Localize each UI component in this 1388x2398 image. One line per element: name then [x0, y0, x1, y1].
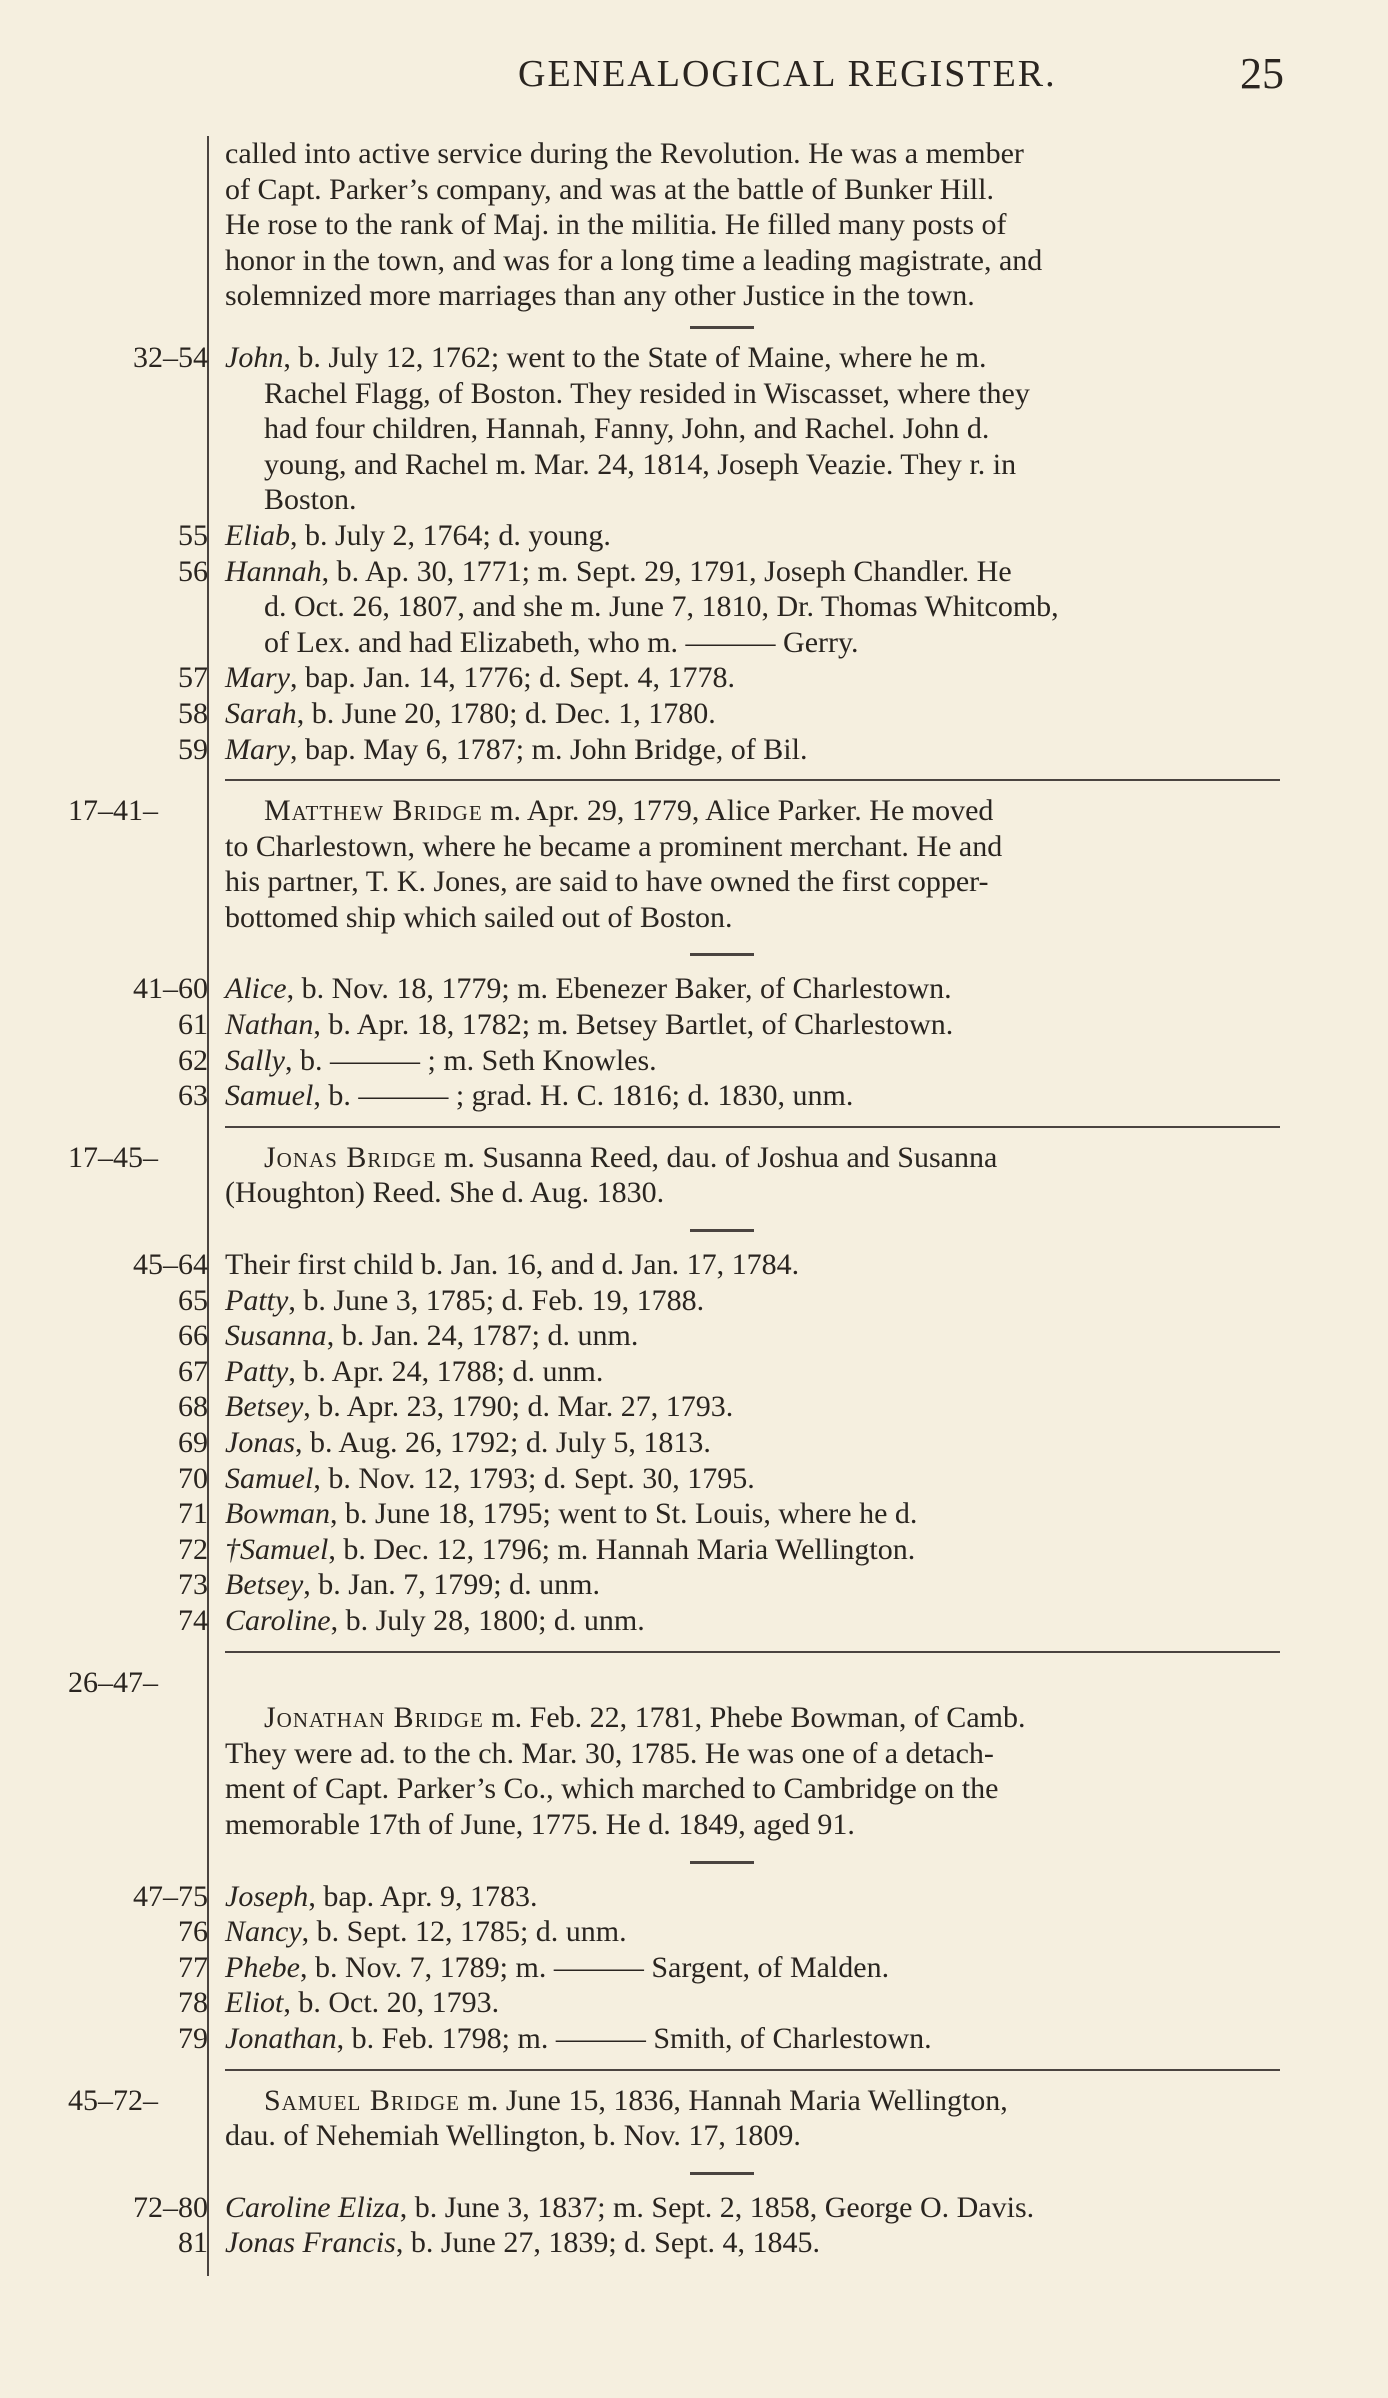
section-divider	[0, 935, 1388, 971]
section-divider	[0, 314, 1388, 340]
list-item: 70 Samuel, b. Nov. 12, 1793; d. Sept. 30, 1795.	[178, 1461, 755, 1495]
list-item: 62 Sally, b. ——— ; m. Seth Knowles.	[178, 1043, 657, 1077]
family-heading: 17–45– Jonas Bridge m. Susanna Reed, dau. of Joshua and Susanna	[68, 1140, 998, 1174]
section-divider	[0, 1639, 1388, 1665]
text-line: his partner, T. K. Jones, are said to have owned the first copper-	[225, 865, 989, 899]
list-item: 61 Nathan, b. Apr. 18, 1782; m. Betsey Bartlet, of Charlestown.	[178, 1008, 954, 1042]
family-heading: 45–72– Samuel Bridge m. June 15, 1836, Hannah Maria Wellington,	[68, 2083, 1008, 2117]
list-item: 79 Jonathan, b. Feb. 1798; m. ——— Smith, of Charlestown.	[178, 2021, 932, 2055]
family-heading: 26–47–	[68, 1665, 158, 1699]
running-title: GENEALOGICAL REGISTER.	[518, 53, 1057, 95]
text-line: of Capt. Parker’s company, and was at the battle of Bunker Hill.	[225, 172, 994, 206]
text-line: He rose to the rank of Maj. in the militia. He filled many posts of	[225, 208, 1007, 242]
text-line: had four children, Hannah, Fanny, John, and Rachel. John d.	[264, 412, 990, 446]
list-item: 56 Hannah, b. Ap. 30, 1771; m. Sept. 29, 1791, Joseph Chandler. He	[178, 554, 1012, 588]
list-item: 74 Caroline, b. July 28, 1800; d. unm.	[178, 1603, 645, 1637]
family-heading: 17–41– Matthew Bridge m. Apr. 29, 1779, Alice Parker. He moved	[68, 794, 994, 828]
page-number: 25	[1240, 49, 1284, 98]
list-item: 65 Patty, b. June 3, 1785; d. Feb. 19, 1788.	[178, 1283, 705, 1317]
list-item: 57 Mary, bap. Jan. 14, 1776; d. Sept. 4, 1778.	[178, 661, 735, 695]
list-item: 67 Patty, b. Apr. 24, 1788; d. unm.	[178, 1354, 604, 1388]
list-item: 47–75 Joseph, bap. Apr. 9, 1783.	[133, 1879, 538, 1913]
page-header	[0, 49, 1388, 102]
register-body	[0, 136, 1388, 2261]
text-line: (Houghton) Reed. She d. Aug. 1830.	[225, 1176, 665, 1210]
list-item: 68 Betsey, b. Apr. 23, 1790; d. Mar. 27, 1793.	[178, 1390, 734, 1424]
text-line: Boston.	[264, 483, 357, 517]
list-item: 66 Susanna, b. Jan. 24, 1787; d. unm.	[178, 1319, 639, 1353]
list-item: 58 Sarah, b. June 20, 1780; d. Dec. 1, 1780.	[178, 696, 716, 730]
list-item: 77 Phebe, b. Nov. 7, 1789; m. ——— Sargent, of Malden.	[178, 1950, 890, 1984]
text-line: memorable 17th of June, 1775. He d. 1849, aged 91.	[225, 1807, 855, 1841]
section-divider	[0, 2154, 1388, 2190]
section-divider	[0, 767, 1388, 793]
text-line: solemnized more marriages than any other Justice in the town.	[225, 279, 975, 313]
list-item: 69 Jonas, b. Aug. 26, 1792; d. July 5, 1813.	[178, 1426, 711, 1459]
family-heading-line: Jonathan Bridge m. Feb. 22, 1781, Phebe Bowman, of Camb.	[264, 1701, 1026, 1735]
list-item: 76 Nancy, b. Sept. 12, 1785; d. unm.	[178, 1915, 627, 1949]
section-divider	[0, 1211, 1388, 1247]
text-line: young, and Rachel m. Mar. 24, 1814, Joseph Veazie. They r. in	[264, 447, 1017, 481]
list-item: 55 Eliab, b. July 2, 1764; d. young.	[178, 518, 611, 552]
text-line: d. Oct. 26, 1807, and she m. June 7, 1810, Dr. Thomas Whitcomb,	[264, 590, 1059, 624]
text-line: dau. of Nehemiah Wellington, b. Nov. 17, 1809.	[225, 2119, 801, 2153]
text-line: Rachel Flagg, of Boston. They resided in Wiscasset, where they	[264, 376, 1030, 410]
list-item: 41–60 Alice, b. Nov. 18, 1779; m. Ebenezer Baker, of Charlestown.	[133, 972, 952, 1006]
list-item: 72 †Samuel, b. Dec. 12, 1796; m. Hannah Maria Wellington.	[178, 1532, 916, 1566]
list-item: 72–80 Caroline Eliza, b. June 3, 1837; m. Sept. 2, 1858, George O. Davis.	[133, 2190, 1035, 2224]
text-line: of Lex. and had Elizabeth, who m. ——— Gerry.	[264, 625, 859, 659]
list-item: 71 Bowman, b. June 18, 1795; went to St. Louis, where he d.	[178, 1497, 918, 1531]
list-item: 63 Samuel, b. ——— ; grad. H. C. 1816; d. 1830, unm.	[178, 1079, 854, 1113]
text-line: called into active service during the Revolution. He was a member	[225, 137, 1024, 170]
section-divider	[0, 1114, 1388, 1140]
list-item: 73 Betsey, b. Jan. 7, 1799; d. unm.	[178, 1568, 600, 1602]
list-item: 32–54 John, b. July 12, 1762; went to the State of Maine, where he m.	[133, 340, 987, 374]
list-item: 45–64 Their first child b. Jan. 16, and d. Jan. 17, 1784.	[133, 1248, 800, 1282]
section-divider	[0, 1843, 1388, 1879]
text-line: to Charlestown, where he became a prominent merchant. He and	[225, 829, 1003, 863]
list-item: 78 Eliot, b. Oct. 20, 1793.	[178, 1986, 500, 2020]
list-item: 59 Mary, bap. May 6, 1787; m. John Bridge, of Bil.	[178, 732, 808, 766]
text-line: ment of Capt. Parker’s Co., which marched to Cambridge on the	[225, 1772, 999, 1806]
list-item: 81 Jonas Francis, b. June 27, 1839; d. Sept. 4, 1845.	[178, 2226, 820, 2260]
text-line: They were ad. to the ch. Mar. 30, 1785. He was one of a detach-	[225, 1736, 994, 1770]
section-divider	[0, 2057, 1388, 2083]
text-line: bottomed ship which sailed out of Boston.	[225, 900, 733, 934]
text-line: honor in the town, and was for a long time a leading magistrate, and	[225, 243, 1043, 277]
